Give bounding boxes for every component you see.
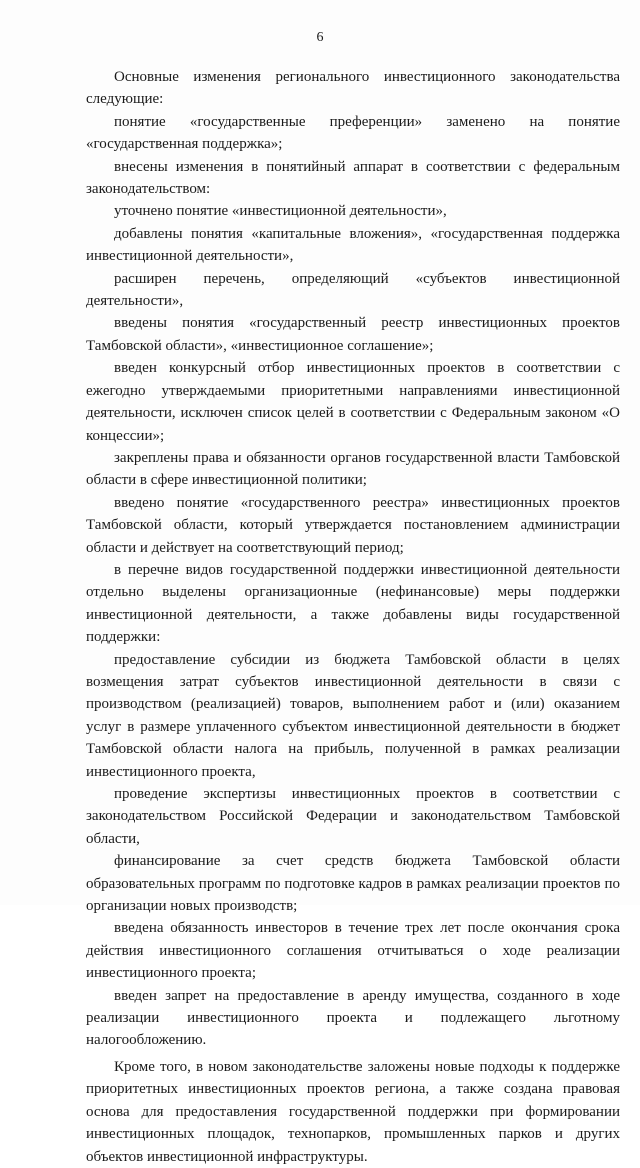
paragraph-item: внесены изменения в понятийный аппарат в соответствии с федеральным законодательством: — [86, 158, 620, 198]
paragraph-conclusion: Кроме того, в новом законодательстве заложены новые подходы к поддержке приоритетных инвестиционных проектов региона, а также создана правовая основа для предоставления государственной поддержки при формировании инвестиционных площадок, технопарков, промышленных парков и других объектов инвестиционной инфраструктуры. — [86, 1058, 620, 1165]
paragraph-item: понятие «государственные преференции» заменено на понятие «государственная поддержка»; — [86, 113, 620, 153]
paragraph-item: закреплены права и обязанности органов государственной власти Тамбовской области в сфере инвестиционной политики; — [86, 449, 620, 489]
paragraph-item: введена обязанность инвесторов в течение трех лет после окончания срока действия инвестиционного соглашения отчитываться о ходе реализации инвестиционного проекта; — [86, 920, 620, 982]
paragraph-item: введен конкурсный отбор инвестиционных проектов в соответствии с ежегодно утверждаемыми приоритетными направлениями инвестиционной деятельности, исключен список целей в соответствии с Федеральным законом «О концессии»; — [86, 360, 620, 444]
paragraph-subitem: предоставление субсидии из бюджета Тамбовской области в целях возмещения затрат субъектов инвестиционной деятельности в связи с производством (реализацией) товаров, выполнением работ и (или) оказанием услуг в размере уплаченного субъектом инвестиционной деятельности в бюджет Тамбовской области налога на прибыль, полученной в рамках реализации инвестиционного проекта, — [86, 651, 620, 780]
paragraph-item: уточнено понятие «инвестиционной деятельности», — [114, 203, 447, 220]
paragraph-item: расширен перечень, определяющий «субъектов инвестиционной деятельности», — [86, 270, 620, 310]
page-number: 6 — [316, 30, 324, 45]
paragraph-item: добавлены понятия «капитальные вложения», «государственная поддержка инвестиционной деятельности», — [86, 225, 620, 265]
paragraph-subitem: финансирование за счет средств бюджета Тамбовской области образовательных программ по подготовке кадров в рамках реализации проектов по организации новых производств; — [86, 853, 620, 915]
paragraph-item: введен запрет на предоставление в аренду имущества, созданного в ходе реализации инвестиционного проекта и подлежащего льготному налогообложению. — [86, 987, 620, 1049]
paragraph-item: введено понятие «государственного реестра» инвестиционных проектов Тамбовской области, который утверждается постановлением администрации области и действует на соответствующий период; — [86, 494, 620, 556]
paragraph-item: в перечне видов государственной поддержки инвестиционной деятельности отдельно выделены организационные (нефинансовые) меры поддержки инвестиционной деятельности, а также добавлены виды государственной поддержки: — [86, 561, 620, 646]
paragraph-intro: Основные изменения регионального инвестиционного законодательства следующие: — [86, 69, 620, 108]
paragraph-item: введены понятия «государственный реестр инвестиционных проектов Тамбовской области», «инвестиционное соглашение»; — [86, 315, 620, 354]
paragraph-subitem: проведение экспертизы инвестиционных проектов в соответствии с законодательством Российской Федерации и законодательством Тамбовской области, — [86, 786, 620, 847]
document-body — [86, 66, 620, 1168]
